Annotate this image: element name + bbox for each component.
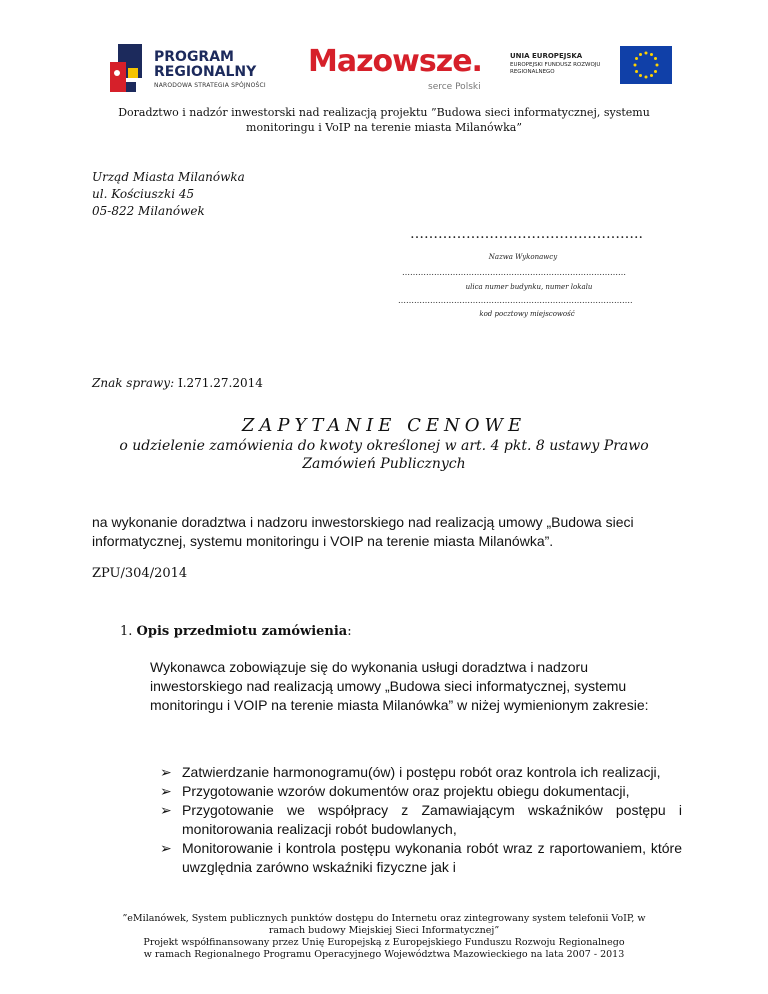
contractor-name-dots: …………………………………………..	[410, 226, 643, 242]
header-line-2: monitoringu i VoIP na terenie miasta Milanówka”	[246, 121, 522, 134]
mazowsze-wordmark: Mazowsze.	[308, 44, 482, 79]
arrow-bullet-icon: ➢	[160, 840, 172, 856]
contractor-street-dots: …………………………………………………………………………	[402, 268, 626, 277]
list-item	[160, 763, 682, 782]
footer-line-2: ramach budowy Miejskiej Sieci Informatycznej”	[268, 925, 500, 936]
subtitle-line-2: Zamówień Publicznych	[302, 456, 466, 472]
list-item-text: Przygotowanie wzorów dokumentów oraz projektu obiegu dokumentacji,	[182, 783, 630, 799]
zpu-number: ZPU/304/2014	[92, 566, 188, 581]
contractor-city-dots: …………………………………………………………………………….	[398, 296, 633, 305]
list-item	[160, 839, 682, 877]
section-1-body: Wykonawca zobowiązuje się do wykonania usługi doradztwa i nadzoru inwestorskiego nad realizacją umowy „Budowa sieci informatycznej, systemu monitoringu i VOIP na terenie miasta Milanówka” w niżej wymienionym zakresie:	[150, 659, 649, 713]
section-number: 1.	[120, 624, 133, 639]
footer-line-4: w ramach Regionalnego Programu Operacyjnego Województwa Mazowieckiego na lata 2007 - 2013	[143, 949, 625, 960]
document-header	[80, 105, 688, 135]
header-line-1: Doradztwo i nadzór inwestorski nad realizacją projektu ”Budowa sieci informatycznej, systemu	[118, 106, 650, 119]
contractor-street-caption: ulica numer budynku, numer lokalu	[465, 283, 593, 291]
program-label: PROGRAM	[154, 49, 234, 65]
address-line-1: Urząd Miasta Milanówka	[92, 170, 245, 184]
list-item	[160, 782, 682, 801]
contractor-name-caption: Nazwa Wykonawcy	[488, 253, 558, 261]
program-regionalny-emblem-icon	[108, 44, 148, 92]
scope-list	[160, 763, 682, 877]
eu-logo	[510, 46, 680, 94]
case-number	[92, 376, 263, 390]
section-1-heading	[120, 624, 352, 639]
subtitle-line-1: o udzielenie zamówienia do kwoty określonej w art. 4 pkt. 8 ustawy Prawo	[119, 438, 649, 454]
header-logos	[108, 38, 668, 100]
program-regionalny-logo	[108, 40, 288, 96]
eu-label: UNIA EUROPEJSKA	[510, 52, 583, 60]
section-title: Opis przedmiotu zamówienia	[136, 624, 348, 639]
intro-paragraph: na wykonanie doradztwa i nadzoru inwestorskiego nad realizacją umowy „Budowa sieci informatycznej, systemu monitoringu i VOIP na terenie miasta Milanówka”.	[92, 514, 634, 549]
address-line-3: 05-822 Milanówek	[92, 204, 205, 218]
case-value: I.271.27.2014	[174, 376, 263, 390]
section-colon: :	[347, 624, 352, 639]
arrow-bullet-icon: ➢	[160, 764, 172, 780]
list-item-text: Zatwierdzanie harmonogramu(ów) i postępu robót oraz kontrola ich realizacji,	[182, 764, 661, 780]
footer-line-1: ”eMilanówek, System publicznych punktów dostępu do Internetu oraz zintegrowany system telefonii VoIP, w	[122, 913, 646, 924]
list-item	[160, 801, 682, 839]
strategy-label: NARODOWA STRATEGIA SPÓJNOŚCI	[154, 82, 266, 89]
arrow-bullet-icon: ➢	[160, 802, 172, 818]
regionalny-label: REGIONALNY	[154, 64, 257, 80]
document-subtitle	[90, 437, 678, 473]
mazowsze-logo	[308, 42, 498, 98]
eu-flag-icon	[620, 46, 672, 84]
list-item-text: Monitorowanie i kontrola postępu wykonania robót wraz z raportowaniem, które uwzględnia zarówno wskaźniki fizyczne jak i	[182, 840, 682, 875]
document-footer	[70, 913, 698, 961]
footer-line-3: Projekt współfinansowany przez Unię Europejską z Europejskiego Funduszu Rozwoju Regionalnego	[143, 937, 625, 948]
arrow-bullet-icon: ➢	[160, 783, 172, 799]
mazowsze-tagline: serce Polski	[428, 82, 481, 92]
list-item-text: Przygotowanie we współpracy z Zamawiającym wskaźników postępu i monitorowania realizacji robót budowlanych,	[182, 802, 682, 837]
address-line-2: ul. Kościuszki 45	[92, 187, 195, 201]
contractor-city-caption: kod pocztowy miejscowość	[479, 310, 575, 318]
erdf-label: EUROPEJSKI FUNDUSZ ROZWOJU REGIONALNEGO	[510, 62, 601, 75]
case-label: Znak sprawy:	[92, 376, 175, 390]
recipient-address	[92, 169, 245, 220]
document-title: ZAPYTANIE CENOWE	[241, 415, 527, 436]
